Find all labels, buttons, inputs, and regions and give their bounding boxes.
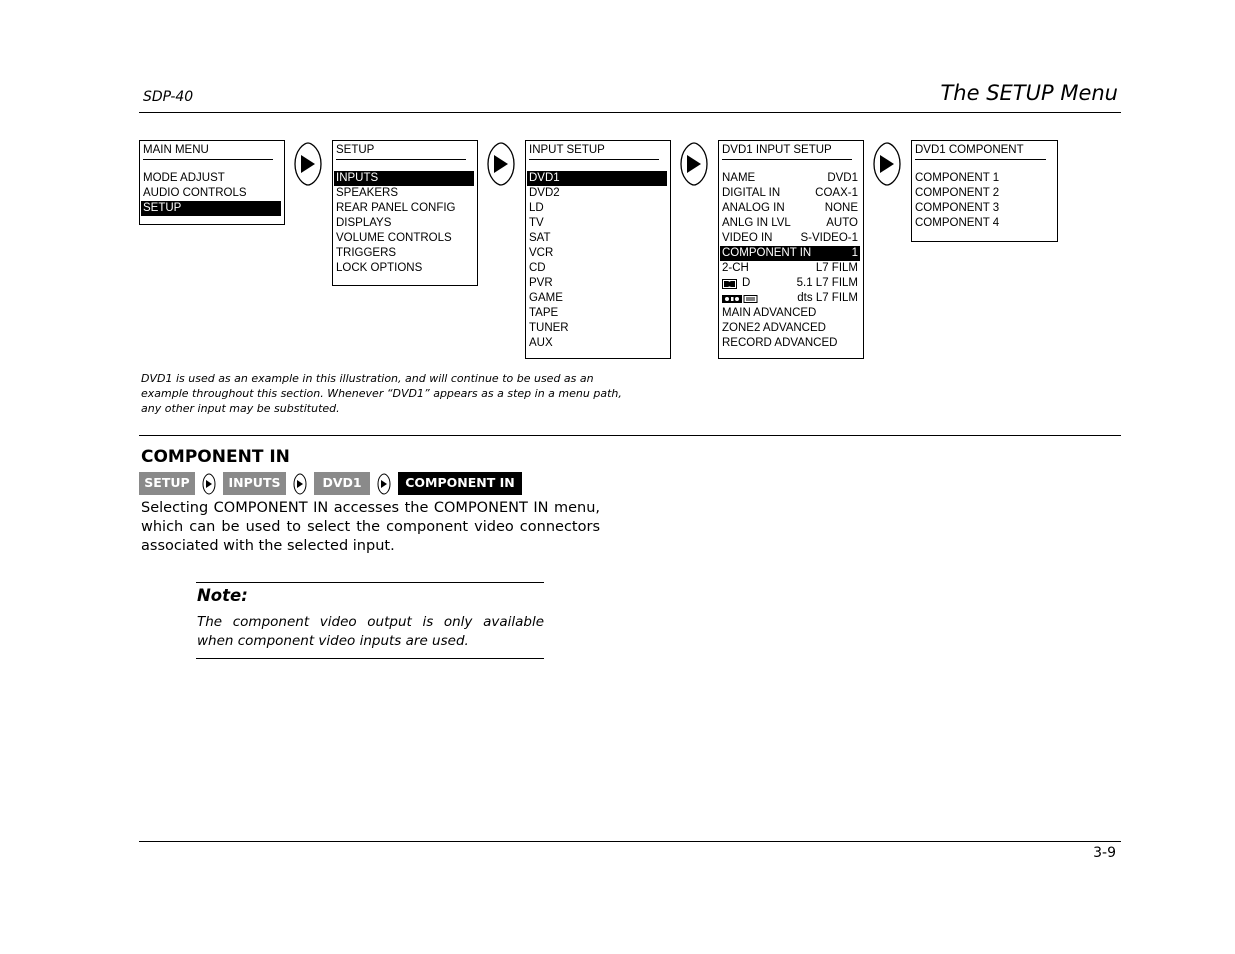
menu-item-record-advanced: RECORD ADVANCED [722,337,838,349]
menu-title: MAIN MENU [143,143,273,160]
note-bottom-rule [196,658,544,659]
menu-title: DVD1 INPUT SETUP [722,143,852,160]
menu-title: DVD1 COMPONENT [915,143,1046,160]
dts-logo-icon [722,294,758,304]
breadcrumb-component-in: COMPONENT IN [398,472,522,495]
menu-item-triggers: TRIGGERS [336,247,397,259]
menu-item-analog-in: ANALOG IN NONE [722,202,858,214]
menu-title: SETUP [336,143,466,160]
menu-item-pvr: PVR [529,277,553,289]
menu-item-game: GAME [529,292,563,304]
menu-item-tv: TV [529,217,544,229]
menu-title: INPUT SETUP [529,143,659,160]
menu-item-tape: TAPE [529,307,559,319]
page-number: 3-9 [1093,845,1116,861]
arrow-right-icon [679,141,709,187]
menu-item-displays: DISPLAYS [336,217,392,229]
section-rule [139,435,1121,436]
menu-item-inputs: INPUTS [334,171,474,186]
menu-item-lock-options: LOCK OPTIONS [336,262,423,274]
note-title: Note: [197,586,248,605]
breadcrumb-inputs: INPUTS [223,472,286,495]
section-title: COMPONENT IN [141,447,290,467]
model-name: SDP-40 [143,89,194,105]
arrow-right-icon [872,141,902,187]
menu-item-tuner: TUNER [529,322,569,334]
menu-item-mode-adjust: MODE ADJUST [143,172,225,184]
breadcrumb-arrow-icon [202,473,216,495]
footer-rule [139,841,1121,842]
note-top-rule [196,582,544,583]
menu-item-main-advanced: MAIN ADVANCED [722,307,817,319]
section-body: Selecting COMPONENT IN accesses the COMPONENT IN menu, which can be used to select the component video connectors associated with the selected input. [141,500,600,554]
menu-item-speakers: SPEAKERS [336,187,398,199]
menu-item-component-4: COMPONENT 4 [915,217,1000,229]
dvd1-component-menu-box [911,140,1058,242]
menu-item-digital-in: DIGITAL IN COAX-1 [722,187,858,199]
menu-item-cd: CD [529,262,546,274]
menu-item-dts: dts L7 FILM [720,291,860,306]
breadcrumb-arrow-icon [377,473,391,495]
setup-menu-box [332,140,478,286]
page-title: The SETUP Menu [940,81,1118,105]
breadcrumb-arrow-icon [293,473,307,495]
menu-item-sat: SAT [529,232,551,244]
arrow-right-icon [293,141,323,187]
menu-item-dvd1: DVD1 [527,171,667,186]
menu-item-component-2: COMPONENT 2 [915,187,1000,199]
menu-item-component-1: COMPONENT 1 [915,172,1000,184]
menu-item-zone2-advanced: ZONE2 ADVANCED [722,322,826,334]
menu-item-anlg-in-lvl: ANLG IN LVL AUTO [722,217,858,229]
breadcrumb-dvd1: DVD1 [314,472,370,495]
menu-item-setup: SETUP [141,201,281,216]
main-menu-box [139,140,285,225]
menu-item-vcr: VCR [529,247,554,259]
menu-item-rear-panel-config: REAR PANEL CONFIG [336,202,456,214]
arrow-right-icon [486,141,516,187]
menu-item-dvd2: DVD2 [529,187,560,199]
dolby-logo-icon [722,279,737,289]
menu-item-name: NAME DVD1 [722,172,858,184]
input-setup-menu-box [525,140,671,359]
dvd1-input-setup-menu-box [718,140,864,359]
menu-item-ld: LD [529,202,544,214]
menu-item-video-in: VIDEO IN S-VIDEO-1 [722,232,858,244]
menu-item-volume-controls: VOLUME CONTROLS [336,232,452,244]
header-rule [139,112,1121,113]
breadcrumb-setup: SETUP [139,472,195,495]
menu-item-2ch: 2-CH L7 FILM [722,262,858,274]
illustration-caption: DVD1 is used as an example in this illustration, and will continue to be used as an example throughout this section. Whenever “DVD1” appears as a step in a menu path, any other input may be substituted. [141,372,622,415]
menu-item-component-in: COMPONENT IN 1 [722,247,858,259]
menu-item-component-3: COMPONENT 3 [915,202,1000,214]
menu-item-aux: AUX [529,337,553,349]
menu-item-audio-controls: AUDIO CONTROLS [143,187,247,199]
menu-item-dolby-digital: D 5.1 L7 FILM [720,276,860,291]
note-text: The component video output is only available when component video inputs are used. [197,614,544,649]
